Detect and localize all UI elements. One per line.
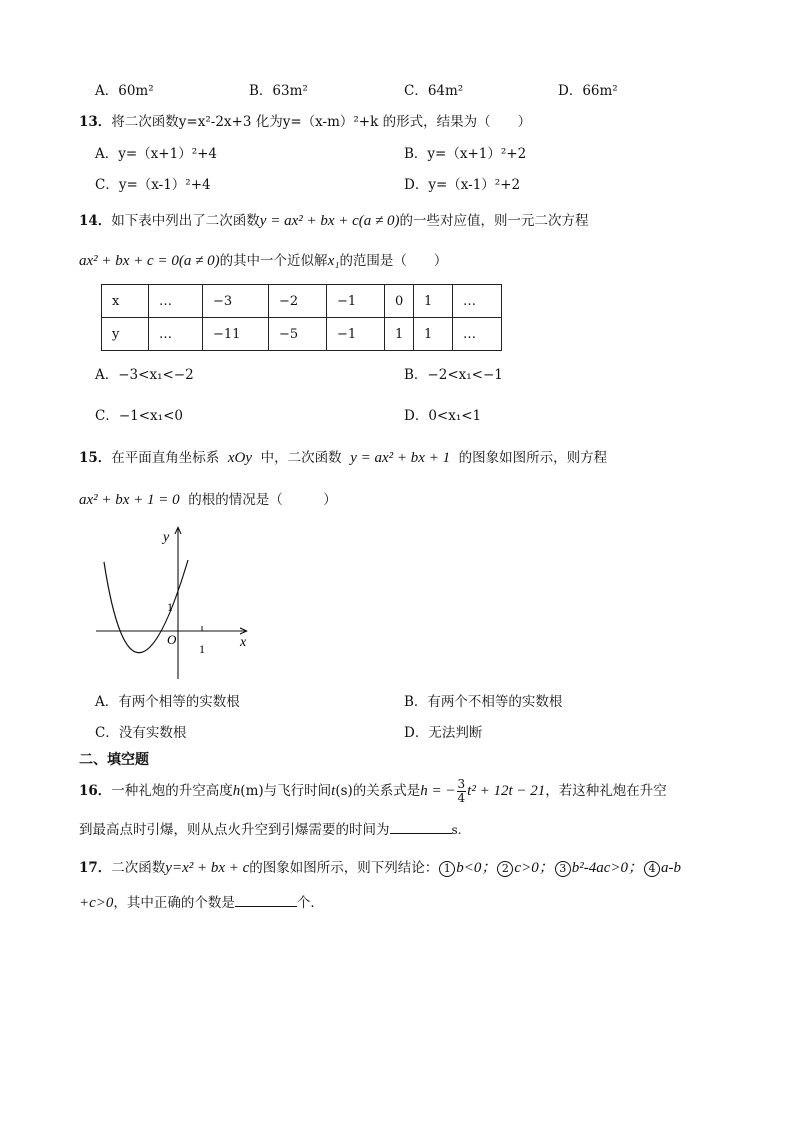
q13-option-d: D．y=（x-1）²+2 bbox=[404, 177, 521, 193]
conclusion-1-marker: 1 bbox=[439, 861, 455, 877]
q13-option-a: A．y=（x+1）²+4 bbox=[95, 146, 218, 162]
x-tick-label: 1 bbox=[199, 642, 205, 656]
conclusion-2-marker: 2 bbox=[497, 861, 513, 877]
q15-option-d: D．无法判断 bbox=[404, 725, 483, 741]
q15-number: 15． bbox=[79, 450, 112, 466]
table-cell: −3 bbox=[203, 285, 269, 318]
q13-option-c: C．y=（x-1）²+4 bbox=[95, 177, 211, 193]
q14-text-a: 如下表中列出了二次函数 bbox=[111, 213, 260, 229]
q15-parabola-graph bbox=[92, 522, 260, 684]
q15-equation: ax² + bx + 1 = 0 bbox=[79, 492, 180, 508]
q12-option-c: C．64m² bbox=[404, 83, 464, 99]
table-cell: … bbox=[149, 318, 203, 351]
table-cell: −11 bbox=[203, 318, 269, 351]
q14-text-b: 的一些对应值，则一元二次方程 bbox=[399, 213, 589, 229]
q12-option-a: A．60m² bbox=[95, 83, 154, 99]
q16-fraction bbox=[457, 778, 467, 805]
q14-text-d: 的范围是（ ） bbox=[339, 253, 448, 269]
q14-stem-line2 bbox=[79, 254, 447, 269]
y-axis-label: y bbox=[163, 530, 170, 545]
q14-stem-line1 bbox=[79, 214, 589, 229]
q17-line2 bbox=[79, 894, 324, 911]
q16-text-f: s. bbox=[451, 823, 462, 837]
q13-text: 将二次函数y=x²-2x+3 化为y=（x-m）²+k 的形式，结果为（ ） bbox=[111, 114, 532, 130]
q16-unit-s: (s) bbox=[335, 783, 353, 800]
q17-conclusion-4: a-b bbox=[660, 860, 681, 876]
conclusion-3-marker: 3 bbox=[555, 861, 571, 877]
q16-text-e: 到最高点时引爆，则从点火升空到引爆需要的时间为 bbox=[79, 822, 390, 838]
q17-text-c: ，其中正确的个数是 bbox=[113, 895, 235, 911]
q14-option-b: B．−2<x₁<−1 bbox=[404, 367, 503, 383]
q13-stem bbox=[79, 116, 531, 130]
table-cell: −2 bbox=[269, 285, 327, 318]
origin-label: O bbox=[167, 632, 177, 647]
q16-var-t: t bbox=[331, 783, 336, 800]
q16-formula-lhs: h = − bbox=[420, 783, 456, 800]
q15-function-formula: y = ax² + bx + 1 bbox=[350, 450, 451, 466]
q15-text-c: 的图象如图所示，则方程 bbox=[458, 450, 608, 466]
q17-conclusion-4-cont: +c>0 bbox=[79, 895, 114, 911]
section-title: 二、填空题 bbox=[79, 752, 149, 768]
q16-text-c: 的关系式是 bbox=[352, 783, 421, 800]
conclusion-4-marker: 4 bbox=[644, 861, 660, 877]
q14-option-d: D．0<x₁<1 bbox=[404, 408, 482, 424]
q16-var-h: h bbox=[232, 783, 241, 800]
y-tick-label: 1 bbox=[167, 600, 173, 614]
q15-option-c: C．没有实数根 bbox=[95, 725, 187, 741]
q17-line1 bbox=[79, 861, 681, 877]
q14-root-var: x₁ bbox=[327, 253, 340, 269]
q16-formula-rhs: t² + 12t − 21 bbox=[467, 783, 546, 800]
q16-line1 bbox=[79, 778, 667, 805]
q15-text-a: 在平面直角坐标系 bbox=[111, 450, 220, 466]
q17-text-a: 二次函数 bbox=[111, 860, 166, 876]
q16-answer-blank[interactable] bbox=[390, 821, 452, 834]
q17-text-d: 个． bbox=[296, 895, 324, 911]
q16-text-b: 与飞行时间 bbox=[263, 783, 332, 800]
fraction-numerator: 3 bbox=[457, 777, 466, 791]
table-cell: 1 bbox=[385, 318, 414, 351]
x-axis-label: x bbox=[240, 635, 247, 650]
q12-option-b: B．63m² bbox=[249, 83, 308, 99]
q15-coord-system: xOy bbox=[227, 450, 253, 466]
q16-number: 16． bbox=[79, 783, 112, 800]
fraction-denominator: 4 bbox=[457, 791, 466, 806]
q16-text-d: ，若这种礼炮在升空 bbox=[545, 783, 667, 800]
table-row-x bbox=[102, 285, 502, 318]
q13-number: 13． bbox=[79, 114, 112, 130]
q16-text-a: 一种礼炮的升空高度 bbox=[111, 783, 233, 800]
q17-formula: y=x² + bx + c bbox=[165, 860, 250, 876]
table-cell: 1 bbox=[414, 285, 453, 318]
q14-number: 14． bbox=[79, 213, 112, 229]
q17-conclusion-3: b²-4ac>0； bbox=[571, 860, 643, 876]
q14-equation: ax² + bx + c = 0(a ≠ 0) bbox=[79, 253, 220, 269]
q14-option-a: A．−3<x₁<−2 bbox=[95, 367, 194, 383]
q15-stem-line2 bbox=[79, 493, 337, 508]
table-cell: −1 bbox=[327, 318, 385, 351]
table-row-y bbox=[102, 318, 502, 351]
q17-number: 17． bbox=[79, 860, 112, 876]
table-cell: 0 bbox=[385, 285, 414, 318]
q14-value-table bbox=[101, 284, 502, 351]
table-cell: 1 bbox=[414, 318, 453, 351]
q15-option-a: A．有两个相等的实数根 bbox=[95, 694, 240, 710]
q13-option-b: B．y=（x+1）²+2 bbox=[404, 146, 527, 162]
table-cell: −5 bbox=[269, 318, 327, 351]
q14-text-c: 的其中一个近似解 bbox=[219, 253, 328, 269]
q12-option-d: D．66m² bbox=[558, 83, 618, 99]
q17-conclusion-2: c>0； bbox=[514, 860, 554, 876]
q17-text-b: 的图象如图所示，则下列结论： bbox=[249, 860, 439, 876]
q16-unit-m: (m) bbox=[240, 783, 264, 800]
q15-option-b: B．有两个不相等的实数根 bbox=[404, 694, 563, 710]
table-cell: −1 bbox=[327, 285, 385, 318]
table-cell: x bbox=[102, 285, 149, 318]
q14-option-c: C．−1<x₁<0 bbox=[95, 408, 183, 424]
q15-stem-line1 bbox=[79, 451, 607, 466]
q14-function-formula: y = ax² + bx + c(a ≠ 0) bbox=[259, 213, 400, 229]
q17-conclusion-1: b<0； bbox=[456, 860, 497, 876]
q16-line2 bbox=[79, 821, 461, 838]
table-cell: y bbox=[102, 318, 149, 351]
q15-text-b: 中，二次函数 bbox=[260, 450, 342, 466]
table-cell: … bbox=[453, 285, 502, 318]
q17-answer-blank[interactable] bbox=[235, 894, 297, 907]
table-cell: … bbox=[453, 318, 502, 351]
q15-text-d: 的根的情况是（ ） bbox=[188, 492, 337, 508]
table-cell: … bbox=[149, 285, 203, 318]
